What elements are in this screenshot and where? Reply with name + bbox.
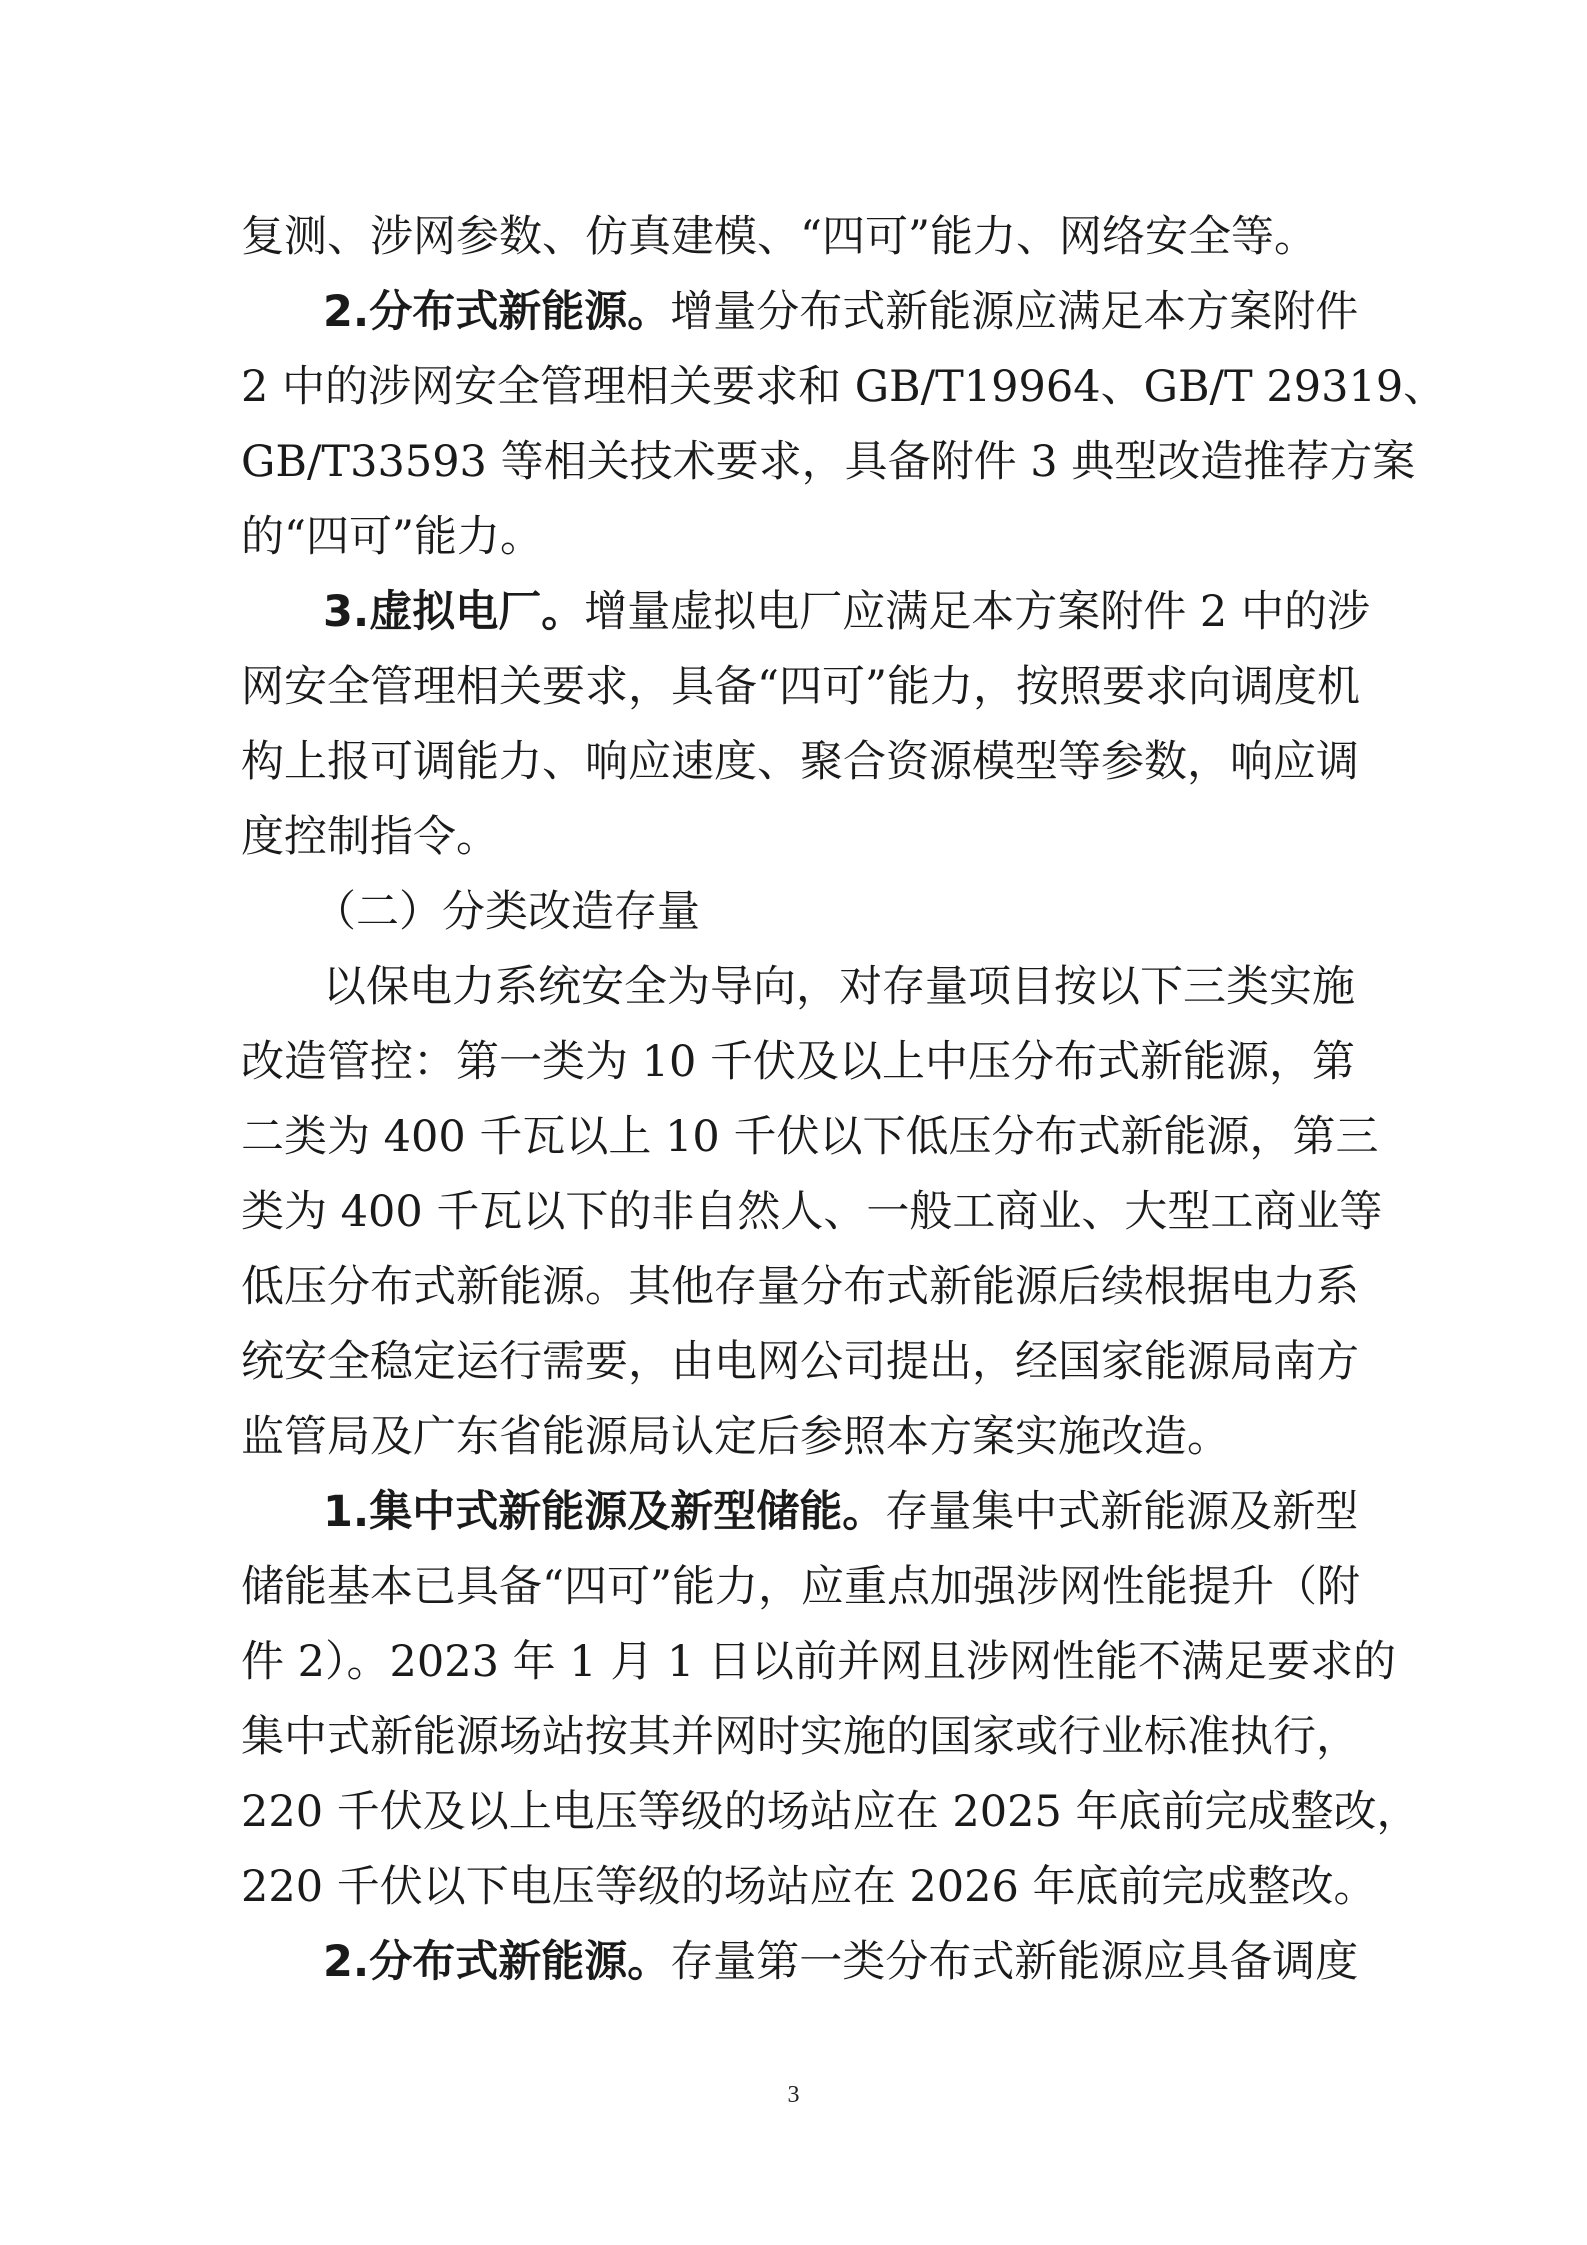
paragraph-centralized (241, 1475, 1420, 1925)
text-line (241, 950, 1355, 1025)
line-text: 的“四可”能力。 (241, 512, 543, 562)
line-text: 构上报可调能力、响应速度、聚合资源模型等参数，响应调 (241, 737, 1359, 787)
text-line (241, 1775, 1420, 1850)
text-line (241, 1700, 1359, 1775)
line-text: 监管局及广东省能源局认定后参照本方案实施改造。 (241, 1412, 1230, 1462)
paragraph-distributed-existing (241, 1925, 1359, 2000)
line-text: 类为 400 千瓦以下的非自然人、一般工商业、大型工商业等 (241, 1187, 1383, 1237)
text-line (241, 1100, 1379, 1175)
line-text: GB/T33593 等相关技术要求，具备附件 3 典型改造推荐方案 (241, 437, 1416, 487)
text-line (241, 1025, 1356, 1100)
paragraph-virtual-plant (241, 575, 1370, 875)
text-line (241, 1925, 1359, 2000)
line-text: 2 中的涉网安全管理相关要求和 GB/T19964、GB/T 29319、 (241, 362, 1447, 412)
line-text: （二）分类改造存量 (313, 887, 700, 937)
paragraph-lead-title: 2.分布式新能源。 (323, 1937, 671, 1987)
paragraph-continued (241, 200, 1341, 275)
paragraph-heading-2 (241, 875, 1341, 950)
paragraph-lead-title: 3.虚拟电厂。 (323, 587, 585, 637)
text-line (241, 1175, 1383, 1250)
text-line (241, 725, 1359, 800)
text-line (241, 350, 1447, 425)
text-line (241, 575, 1370, 650)
text-line (241, 650, 1360, 725)
text-line (241, 800, 1341, 875)
page-number: 3 (787, 2082, 800, 2108)
section-heading (241, 875, 1341, 950)
line-text: 存量第一类分布式新能源应具备调度 (670, 1937, 1359, 1987)
line-text: 网安全管理相关要求，具备“四可”能力，按照要求向调度机 (241, 662, 1360, 712)
text-line (241, 1250, 1359, 1325)
line-text: 集中式新能源场站按其并网时实施的国家或行业标准执行， (241, 1712, 1359, 1762)
line-text: 存量集中式新能源及新型 (885, 1487, 1359, 1537)
text-line (241, 275, 1359, 350)
line-text: 低压分布式新能源。其他存量分布式新能源后续根据电力系 (241, 1262, 1359, 1312)
text-line (241, 1550, 1360, 1625)
text-line (241, 1325, 1359, 1400)
line-text: 220 千伏及以上电压等级的场站应在 2025 年底前完成整改， (241, 1787, 1420, 1837)
paragraph-distributed-new (241, 275, 1447, 575)
document-page (241, 200, 1447, 2000)
line-text: 二类为 400 千瓦以上 10 千伏以下低压分布式新能源，第三 (241, 1112, 1379, 1162)
line-text: 220 千伏以下电压等级的场站应在 2026 年底前完成整改。 (241, 1862, 1377, 1912)
line-text: 复测、涉网参数、仿真建模、“四可”能力、网络安全等。 (241, 212, 1317, 262)
text-line (241, 425, 1416, 500)
line-text: 件 2）。2023 年 1 月 1 日以前并网且涉网性能不满足要求的 (241, 1637, 1397, 1687)
text-line (241, 1850, 1377, 1925)
text-line (241, 1400, 1341, 1475)
paragraph-classification (241, 950, 1383, 1475)
text-line (241, 1475, 1359, 1550)
text-line (241, 200, 1341, 275)
line-text: 增量分布式新能源应满足本方案附件 (670, 287, 1359, 337)
line-text: 以保电力系统安全为导向，对存量项目按以下三类实施 (323, 962, 1355, 1012)
line-text: 改造管控：第一类为 10 千伏及以上中压分布式新能源，第 (241, 1037, 1356, 1087)
paragraph-lead-title: 2.分布式新能源。 (323, 287, 671, 337)
line-text: 储能基本已具备“四可”能力，应重点加强涉网性能提升（附 (241, 1562, 1360, 1612)
line-text: 统安全稳定运行需要，由电网公司提出，经国家能源局南方 (241, 1337, 1359, 1387)
line-text: 增量虚拟电厂应满足本方案附件 2 中的涉 (584, 587, 1370, 637)
text-line (241, 500, 1341, 575)
text-line (241, 1625, 1397, 1700)
line-text: 度控制指令。 (241, 812, 499, 862)
paragraph-lead-title: 1.集中式新能源及新型储能。 (323, 1487, 886, 1537)
